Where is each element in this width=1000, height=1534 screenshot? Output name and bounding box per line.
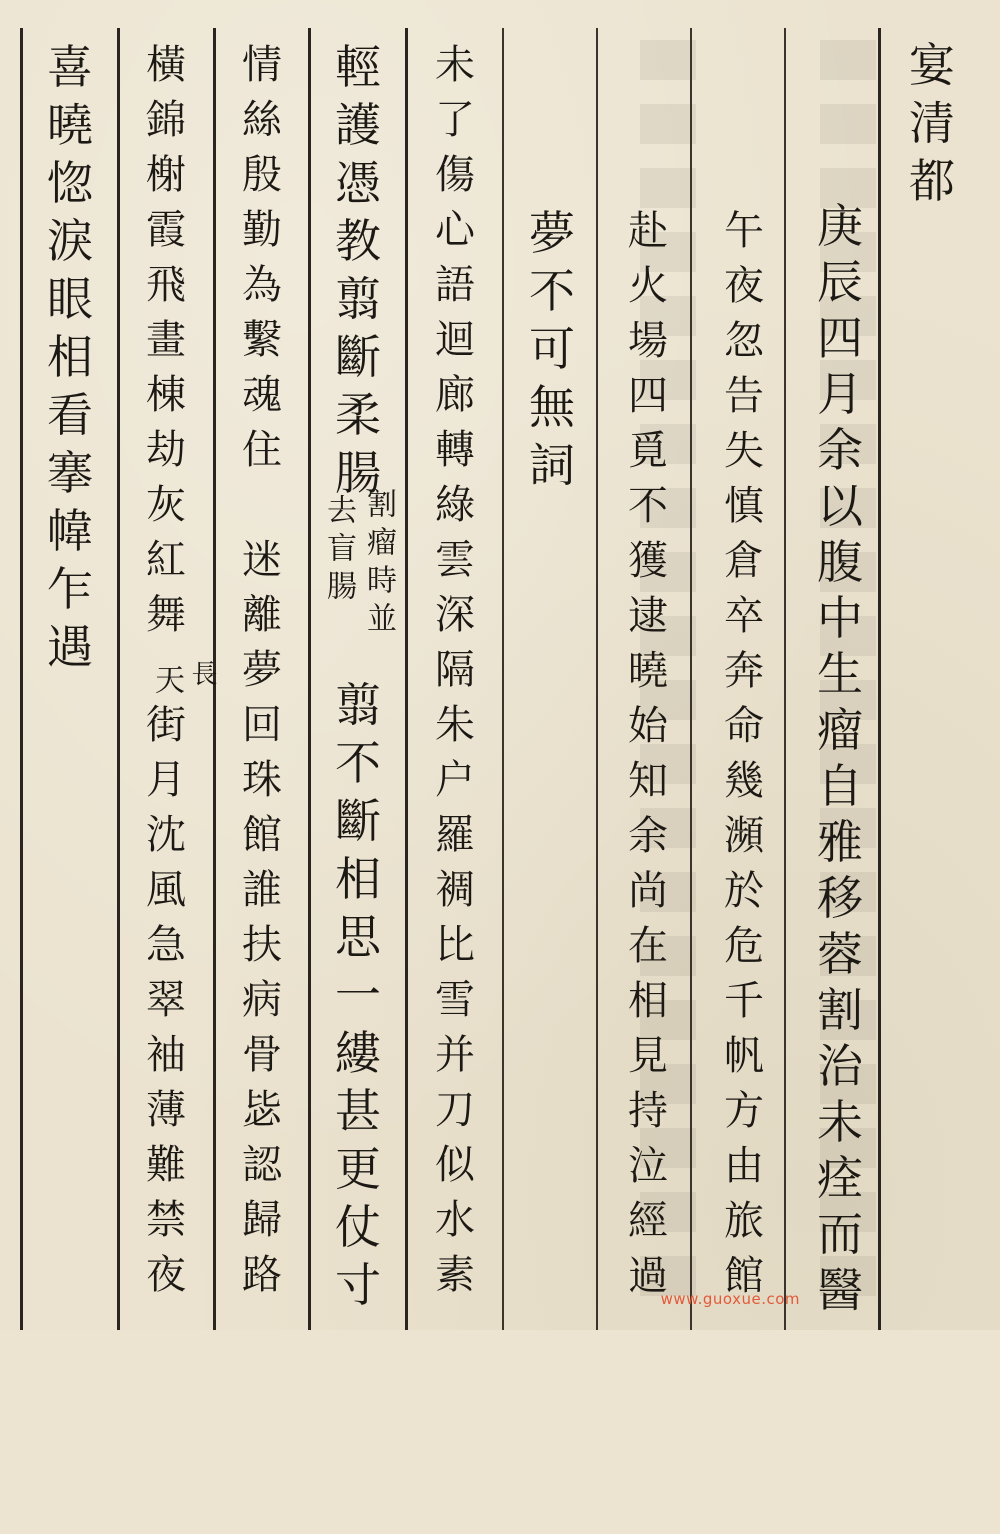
glyph: 館 [724,1253,764,1299]
glyph: 絲 [242,97,282,143]
glyph: 勤 [242,207,282,253]
glyph: 自 [817,759,863,813]
glyph: 難 [146,1142,186,1188]
glyph: 殷 [242,152,282,198]
glyph: 綠 [435,482,475,528]
glyph: 乍 [47,562,93,616]
glyph: 一 [335,968,381,1022]
glyph: 醫 [817,1263,863,1317]
glyph: 在 [628,923,668,969]
glyph: 宴 [909,38,955,92]
glyph: 更 [335,1142,381,1196]
glyph: 魂 [242,372,282,418]
annotation: 割瘤時並 [361,488,396,640]
glyph: 縷 [335,1026,381,1080]
glyph: 迷 [242,537,282,583]
glyph: 於 [724,868,764,914]
glyph: 劫 [146,427,186,473]
glyph: 并 [435,1032,475,1078]
glyph: 經 [628,1198,668,1244]
glyph: 失 [724,428,764,474]
glyph: 尚 [628,868,668,914]
glyph: 棟 [146,372,186,418]
glyph: 珠 [242,757,282,803]
glyph: 四 [817,311,863,365]
glyph: 思 [335,910,381,964]
column-verse-5 [38,0,102,1368]
glyph: 相 [335,852,381,906]
glyph: 痊 [817,1151,863,1205]
glyph: 相 [628,978,668,1024]
glyph: 幾 [724,758,764,804]
glyph: 余 [817,423,863,477]
glyph: 繫 [242,317,282,363]
annotation: 天 [149,664,184,702]
glyph: 離 [242,592,282,638]
glyph: 語 [435,262,475,308]
glyph: 獲 [628,538,668,584]
glyph: 雲 [435,537,475,583]
glyph: 搴 [47,446,93,500]
glyph: 幃 [47,504,93,558]
glyph: 隔 [435,647,475,693]
glyph: 骨 [242,1032,282,1078]
glyph: 情 [242,42,282,88]
glyph: 曉 [47,98,93,152]
glyph: 憑 [335,156,381,210]
glyph: 教 [335,214,381,268]
glyph: 霞 [146,207,186,253]
glyph: 了 [435,97,475,143]
glyph: 命 [724,703,764,749]
glyph: 腸 [335,446,381,500]
glyph: 場 [628,318,668,364]
glyph: 袖 [146,1032,186,1078]
glyph: 未 [435,42,475,88]
glyph: 不 [529,264,575,318]
glyph: 歸 [242,1197,282,1243]
glyph: 沈 [146,812,186,858]
glyph: 禁 [146,1197,186,1243]
glyph: 甚 [335,1084,381,1138]
glyph: 告 [724,373,764,419]
glyph: 斷 [335,330,381,384]
glyph: 迴 [435,317,475,363]
glyph: 方 [724,1088,764,1134]
glyph: 羅 [435,812,475,858]
glyph: 翠 [146,977,186,1023]
glyph: 淚 [47,214,93,268]
glyph: 可 [529,322,575,376]
glyph: 灰 [146,482,186,528]
glyph: 斷 [335,794,381,848]
column-rule [502,28,504,1330]
glyph: 傷 [435,152,475,198]
annotation: 長 [187,660,217,694]
glyph: 翦 [335,678,381,732]
column-verse-2 [326,0,390,1368]
glyph: 朱 [435,702,475,748]
glyph: 薄 [146,1087,186,1133]
glyph: 過 [628,1253,668,1299]
glyph: 蓉 [817,927,863,981]
glyph: 詞 [529,438,575,492]
glyph: 刀 [435,1087,475,1133]
glyph: 榭 [146,152,186,198]
glyph: 月 [817,367,863,421]
glyph: 為 [242,262,282,308]
glyph: 急 [146,922,186,968]
glyph: 帆 [724,1033,764,1079]
glyph: 腹 [817,535,863,589]
glyph: 誰 [242,867,282,913]
glyph: 未 [817,1095,863,1149]
glyph: 中 [817,591,863,645]
glyph: 街 [146,702,186,748]
glyph: 看 [47,388,93,442]
glyph: 四 [628,373,668,419]
column-preface-1 [808,0,872,1528]
glyph: 路 [242,1252,282,1298]
glyph: 水 [435,1197,475,1243]
glyph: 余 [628,813,668,859]
column-preface-4 [520,0,584,1534]
glyph: 忽 [724,318,764,364]
glyph: 千 [724,978,764,1024]
glyph: 雅 [817,815,863,869]
glyph: 都 [909,154,955,208]
glyph: 瀕 [724,813,764,859]
glyph: 生 [817,647,863,701]
glyph: 以 [817,479,863,533]
glyph: 見 [628,1033,668,1079]
glyph: 火 [628,263,668,309]
glyph: 住 [242,427,282,473]
column-rule [596,28,598,1330]
glyph: 割 [817,983,863,1037]
glyph: 裯 [435,867,475,913]
glyph: 覓 [628,428,668,474]
glyph: 飛 [146,262,186,308]
glyph: 瘤 [817,703,863,757]
glyph: 卒 [724,593,764,639]
glyph: 不 [335,736,381,790]
glyph: 館 [242,812,282,858]
glyph: 翦 [335,272,381,326]
glyph: 危 [724,923,764,969]
glyph: 回 [242,702,282,748]
glyph: 遇 [47,620,93,674]
glyph: 深 [435,592,475,638]
column-rule [784,28,786,1330]
glyph: 月 [146,757,186,803]
glyph: 紅 [146,537,186,583]
glyph: 夢 [242,647,282,693]
glyph [230,478,294,533]
glyph: 清 [909,96,955,150]
glyph: 錦 [146,97,186,143]
glyph: 病 [242,977,282,1023]
glyph: 治 [817,1039,863,1093]
glyph: 慎 [724,483,764,529]
column-verse-3 [230,0,294,1368]
glyph: 庚 [817,199,863,253]
glyph: 夜 [724,263,764,309]
glyph: 户 [435,757,475,803]
glyph: 移 [817,871,863,925]
column-rule [20,28,23,1330]
glyph: 曉 [628,648,668,694]
glyph: 不 [628,483,668,529]
watermark: www.guoxue.com [660,1290,800,1308]
column-rule [308,28,311,1330]
glyph: 比 [435,922,475,968]
glyph: 毖 [242,1087,282,1133]
column-title [900,0,964,1366]
glyph: 午 [724,208,764,254]
glyph: 逮 [628,593,668,639]
glyph: 夜 [146,1252,186,1298]
glyph: 似 [435,1142,475,1188]
glyph: 而 [817,1207,863,1261]
column-rule [405,28,408,1330]
glyph: 夢 [529,206,575,260]
glyph: 赴 [628,208,668,254]
column-verse-1 [423,0,487,1368]
glyph: 眼 [47,272,93,326]
glyph: 素 [435,1252,475,1298]
glyph: 辰 [817,255,863,309]
glyph: 知 [628,758,668,804]
glyph: 柔 [335,388,381,442]
annotation: 去盲腸 [321,494,356,608]
column-rule [690,28,692,1330]
glyph: 畫 [146,317,186,363]
glyph: 旅 [724,1198,764,1244]
glyph: 無 [529,380,575,434]
glyph: 舞 [146,592,186,638]
glyph: 雪 [435,977,475,1023]
glyph: 倉 [724,538,764,584]
glyph: 風 [146,867,186,913]
column-rule [878,28,881,1330]
glyph: 始 [628,703,668,749]
glyph: 相 [47,330,93,384]
glyph: 由 [724,1143,764,1189]
glyph: 心 [435,207,475,253]
glyph: 奔 [724,648,764,694]
glyph: 寸 [335,1258,381,1312]
glyph: 喜 [47,40,93,94]
glyph: 護 [335,98,381,152]
glyph: 輕 [335,40,381,94]
glyph: 橫 [146,42,186,88]
glyph: 惚 [47,156,93,210]
glyph: 泣 [628,1143,668,1189]
glyph: 廊 [435,372,475,418]
glyph: 轉 [435,427,475,473]
glyph: 仗 [335,1200,381,1254]
glyph: 扶 [242,922,282,968]
glyph: 認 [242,1142,282,1188]
glyph: 持 [628,1088,668,1134]
column-rule [117,28,120,1330]
